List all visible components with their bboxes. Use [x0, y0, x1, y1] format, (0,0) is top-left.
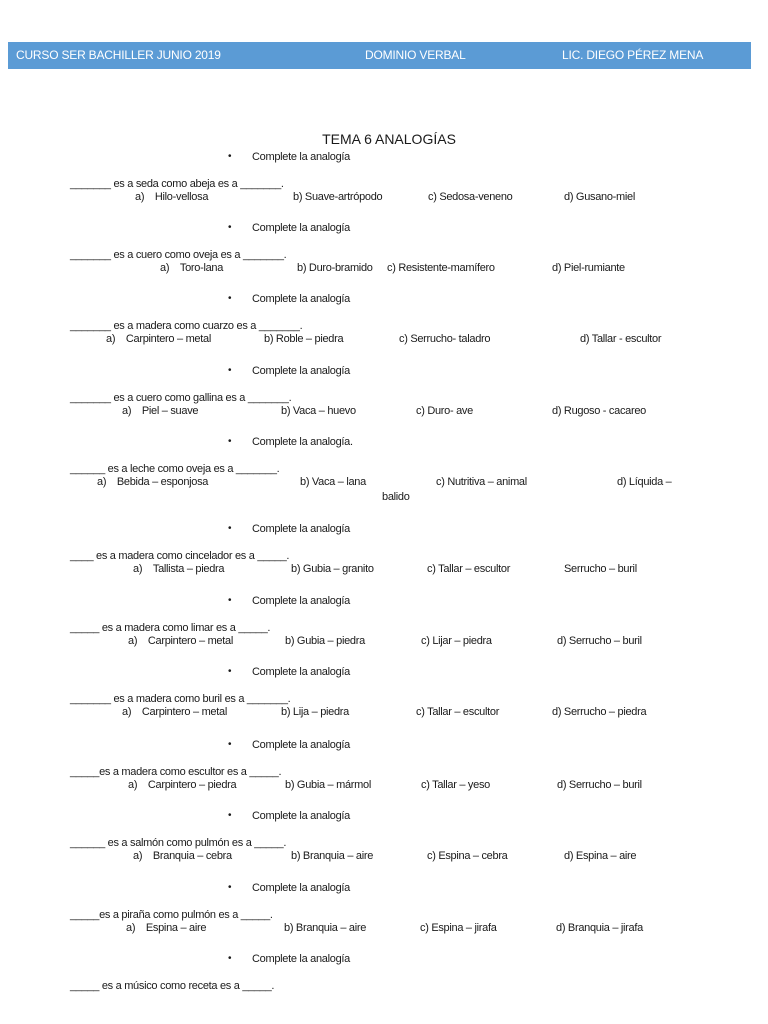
answer-option: b) Gubia – piedra [285, 635, 365, 647]
answer-option: d) Espina – aire [564, 850, 637, 862]
exercise-instruction: Complete la analogía [252, 739, 350, 751]
answer-option: a) Carpintero – piedra [128, 779, 237, 791]
answer-option: b) Branquia – aire [291, 850, 374, 862]
answer-option: d) Serrucho – piedra [552, 706, 647, 718]
bullet-icon: • [228, 293, 232, 304]
answer-option: d) Líquida – [617, 476, 672, 488]
answer-option: a) Tallista – piedra [133, 563, 225, 575]
bullet-icon: • [228, 953, 232, 964]
answer-option: a) Branquia – cebra [133, 850, 232, 862]
answer-option: a) Hilo-vellosa [135, 191, 209, 203]
exercise-question: ______ es a leche como oveja es a _______. [70, 463, 280, 475]
answer-option: a) Piel – suave [122, 405, 199, 417]
answer-option: c) Tallar – yeso [421, 779, 490, 791]
bullet-icon: • [228, 436, 232, 447]
answer-option: c) Nutritiva – animal [436, 476, 527, 488]
answer-option: b) Vaca – lana [300, 476, 366, 488]
bullet-icon: • [228, 365, 232, 376]
bullet-icon: • [228, 810, 232, 821]
answer-option: d) Gusano-miel [564, 191, 635, 203]
bullet-icon: • [228, 739, 232, 750]
exercise-question: _____ es a madera como limar es a _____. [70, 622, 271, 634]
bullet-icon: • [228, 523, 232, 534]
answer-option: d) Serrucho – buril [557, 779, 642, 791]
exercise-question: _____ es a músico como receta es a _____. [70, 980, 275, 992]
answer-option: c) Tallar – escultor [427, 563, 511, 575]
answer-option: c) Tallar – escultor [416, 706, 500, 718]
answer-option: c) Espina – cebra [427, 850, 508, 862]
exercise-question: _______ es a madera como cuarzo es a _______. [70, 320, 303, 332]
exercise-instruction: Complete la analogía [252, 882, 350, 894]
header-course: CURSO SER BACHILLER JUNIO 2019 [16, 48, 221, 62]
answer-option: b) Gubia – mármol [285, 779, 371, 791]
answer-option: b) Vaca – huevo [281, 405, 356, 417]
exercise-question: _____es a madera como escultor es a _____. [70, 766, 282, 778]
answer-option: c) Sedosa-veneno [428, 191, 513, 203]
answer-option: a) Espina – aire [126, 922, 207, 934]
answer-option: d) Rugoso - cacareo [552, 405, 646, 417]
answer-option: c) Lijar – piedra [421, 635, 492, 647]
answer-option: d) Tallar - escultor [580, 333, 662, 345]
exercise-instruction: Complete la analogía [252, 151, 350, 163]
header-bar [8, 42, 751, 69]
bullet-icon: • [228, 595, 232, 606]
answer-option: b) Suave-artrópodo [293, 191, 383, 203]
answer-option: d) Branquia – jirafa [556, 922, 643, 934]
answer-option: b) Branquia – aire [284, 922, 367, 934]
exercise-question: _______ es a cuero como gallina es a _______. [70, 392, 292, 404]
header-author: LIC. DIEGO PÉREZ MENA [562, 48, 704, 62]
answer-option: b) Duro-bramido [297, 262, 373, 274]
answer-option: d) Serrucho – buril [557, 635, 642, 647]
answer-option: c) Resistente-mamífero [387, 262, 495, 274]
header-subject: DOMINIO VERBAL [365, 48, 466, 62]
exercise-instruction: Complete la analogía [252, 953, 350, 965]
answer-option: a) Toro-lana [160, 262, 224, 274]
exercise-instruction: Complete la analogía [252, 293, 350, 305]
answer-option: a) Carpintero – metal [122, 706, 227, 718]
exercise-question: _______ es a cuero como oveja es a _______. [70, 249, 287, 261]
exercise-instruction: Complete la analogía [252, 666, 350, 678]
answer-option: a) Bebida – esponjosa [97, 476, 209, 488]
exercise-instruction: Complete la analogía [252, 810, 350, 822]
answer-option: d) Piel-rumiante [552, 262, 625, 274]
exercise-instruction: Complete la analogía [252, 365, 350, 377]
bullet-icon: • [228, 151, 232, 162]
answer-option: a) Carpintero – metal [128, 635, 233, 647]
exercise-question: _______ es a madera como buril es a _______. [70, 693, 291, 705]
exercise-question: _______ es a seda como abeja es a _______. [70, 178, 284, 190]
page-title: TEMA 6 ANALOGÍAS [322, 131, 456, 147]
bullet-icon: • [228, 222, 232, 233]
bullet-icon: • [228, 882, 232, 893]
answer-option: c) Serrucho- taladro [399, 333, 491, 345]
answer-option: b) Roble – piedra [264, 333, 344, 345]
exercise-question: ______ es a salmón como pulmón es a _____. [70, 837, 287, 849]
answer-option: a) Carpintero – metal [106, 333, 211, 345]
answer-option: b) Gubia – granito [291, 563, 374, 575]
exercise-instruction: Complete la analogía [252, 523, 350, 535]
answer-option: c) Duro- ave [416, 405, 473, 417]
exercise-instruction: Complete la analogía [252, 595, 350, 607]
bullet-icon: • [228, 666, 232, 677]
exercise-question: _____es a piraña como pulmón es a _____. [70, 909, 273, 921]
exercise-question: ____ es a madera como cincelador es a _____. [70, 550, 290, 562]
answer-option: Serrucho – buril [564, 563, 637, 575]
answer-option: c) Espina – jirafa [420, 922, 497, 934]
answer-option-continuation: balido [382, 491, 410, 503]
answer-option: b) Lija – piedra [281, 706, 349, 718]
exercise-instruction: Complete la analogía. [252, 436, 353, 448]
exercise-instruction: Complete la analogía [252, 222, 350, 234]
